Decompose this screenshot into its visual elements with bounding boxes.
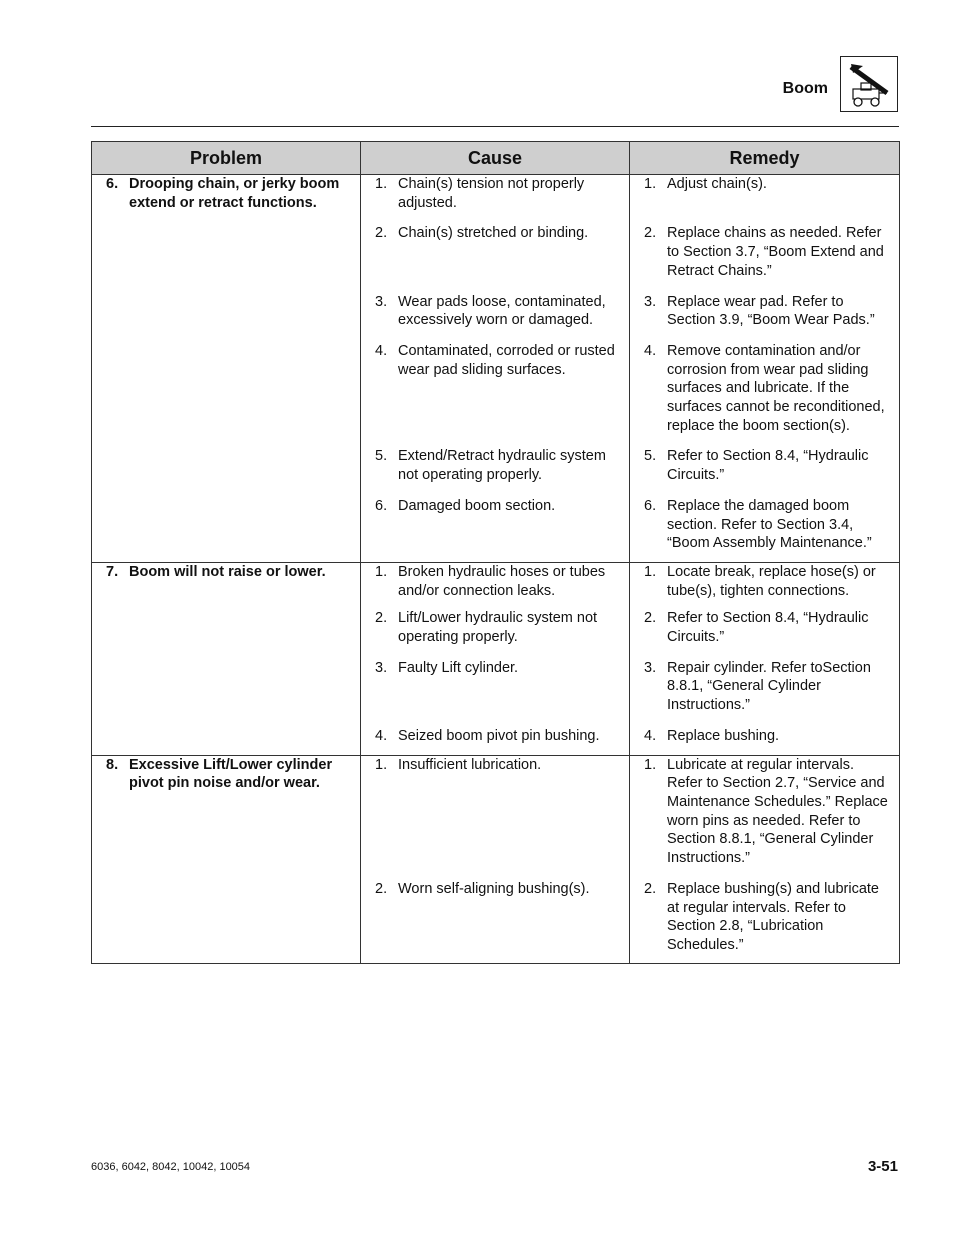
- troubleshooting-table: [91, 141, 900, 964]
- problem-item: [92, 175, 360, 212]
- remedy-cell: [630, 293, 900, 342]
- problem-item-text: Drooping chain, or jerky boom extend or retract functions.: [129, 176, 340, 211]
- remedy-item-number: 4.: [644, 342, 657, 359]
- problem-item-text: Excessive Lift/Lower cylinder pivot pin noise and/or wear.: [129, 756, 333, 792]
- cause-item-text: Broken hydraulic hoses or tubes and/or connection leaks.: [398, 563, 606, 599]
- remedy-item: [630, 659, 899, 715]
- cause-item-number: 2.: [375, 610, 388, 627]
- cause-cell: [361, 659, 630, 727]
- cause-item-text: Chain(s) tension not properly adjusted.: [398, 176, 585, 211]
- cause-cell: [361, 447, 630, 496]
- section-title: Boom: [782, 80, 828, 97]
- column-header-cause: Cause: [361, 142, 630, 175]
- cause-item-text: Lift/Lower hydraulic system not operating properly.: [398, 610, 598, 646]
- cause-item: [361, 880, 629, 899]
- remedy-item: [630, 609, 899, 646]
- cause-item-text: Insufficient lubrication.: [398, 756, 542, 773]
- problem-item-text: Boom will not raise or lower.: [129, 563, 326, 580]
- cause-item-text: Contaminated, corroded or rusted wear pad sliding surfaces.: [398, 342, 615, 378]
- cause-item: [361, 756, 629, 775]
- cause-item: [361, 609, 629, 646]
- remedy-item-text: Replace bushing.: [667, 727, 780, 744]
- remedy-item-number: 6.: [644, 497, 657, 514]
- cause-cell: [361, 880, 630, 963]
- problem-item-number: 8.: [106, 756, 119, 773]
- cause-item-text: Chain(s) stretched or binding.: [398, 225, 589, 242]
- remedy-item: [630, 756, 899, 868]
- footer-model-numbers: 6036, 6042, 8042, 10042, 10054: [91, 1161, 251, 1173]
- cause-item: [361, 175, 629, 212]
- remedy-cell: [630, 659, 900, 727]
- remedy-item-text: Replace chains as needed. Refer to Section 3.7, “Boom Extend and Retract Chains.”: [667, 225, 884, 279]
- header-rule: [91, 126, 899, 127]
- cause-cell: [361, 755, 630, 880]
- cause-item-text: Wear pads loose, contaminated, excessively worn or damaged.: [398, 293, 606, 329]
- remedy-item-text: Remove contamination and/or corrosion from wear pad sliding surfaces and lubricate. If the surfaces cannot be reconditioned, replace the boom section(s).: [667, 342, 885, 434]
- remedy-cell: [630, 224, 900, 292]
- cause-item-number: 1.: [375, 563, 388, 580]
- problem-cell: [92, 562, 361, 755]
- remedy-cell: [630, 342, 900, 448]
- cause-cell: [361, 342, 630, 448]
- remedy-item-number: 2.: [644, 610, 657, 627]
- cause-item: [361, 659, 629, 678]
- remedy-item-text: Replace wear pad. Refer to Section 3.9, “Boom Wear Pads.”: [667, 293, 875, 329]
- table-row: [92, 175, 900, 225]
- remedy-item-text: Locate break, replace hose(s) or tube(s), tighten connections.: [667, 563, 876, 599]
- remedy-item-text: Refer to Section 8.4, “Hydraulic Circuits.”: [667, 610, 869, 646]
- remedy-item-number: 3.: [644, 293, 657, 310]
- remedy-item-number: 2.: [644, 225, 657, 242]
- cause-item-number: 5.: [375, 448, 388, 465]
- cause-item: [361, 497, 629, 516]
- problem-item-number: 7.: [106, 563, 119, 580]
- cause-cell: [361, 175, 630, 225]
- cause-item: [361, 563, 629, 600]
- cause-item-text: Faulty Lift cylinder.: [398, 659, 519, 676]
- cause-cell: [361, 293, 630, 342]
- table-row: [92, 562, 900, 609]
- column-header-problem: Problem: [92, 142, 361, 175]
- remedy-item-number: 3.: [644, 659, 657, 676]
- remedy-item-text: Adjust chain(s).: [667, 176, 767, 192]
- remedy-cell: [630, 727, 900, 755]
- problem-item-number: 6.: [106, 176, 119, 192]
- remedy-cell: [630, 609, 900, 658]
- remedy-cell: [630, 562, 900, 609]
- remedy-item-text: Replace the damaged boom section. Refer to Section 3.4, “Boom Assembly Maintenance.”: [667, 497, 872, 552]
- remedy-item: [630, 224, 899, 280]
- remedy-item: [630, 342, 899, 436]
- page-number: 3-51: [867, 1158, 898, 1175]
- cause-cell: [361, 562, 630, 609]
- problem-cell: [92, 755, 361, 963]
- cause-cell: [361, 727, 630, 755]
- cause-item-number: 3.: [375, 293, 388, 310]
- cause-item: [361, 342, 629, 379]
- cause-cell: [361, 224, 630, 292]
- remedy-item-text: Refer to Section 8.4, “Hydraulic Circuits.”: [667, 448, 869, 484]
- remedy-item: [630, 563, 899, 600]
- cause-item: [361, 727, 629, 746]
- remedy-item-text: Lubricate at regular intervals. Refer to Section 2.7, “Service and Maintenance Schedules.” Replace worn pins as needed. Refer to Section 8.8.1, “General Cylinder Instructions.”: [667, 756, 888, 867]
- remedy-item-number: 5.: [644, 448, 657, 465]
- remedy-item: [630, 293, 899, 330]
- remedy-cell: [630, 447, 900, 496]
- remedy-cell: [630, 880, 900, 963]
- column-header-remedy: Remedy: [630, 142, 900, 175]
- remedy-cell: [630, 175, 900, 225]
- cause-item: [361, 293, 629, 330]
- cause-item-number: 1.: [375, 756, 388, 773]
- remedy-cell: [630, 497, 900, 563]
- cause-item-number: 1.: [375, 176, 388, 192]
- cause-item: [361, 224, 629, 243]
- remedy-item-number: 1.: [644, 563, 657, 580]
- cause-cell: [361, 497, 630, 563]
- cause-item-number: 2.: [375, 225, 388, 242]
- remedy-item: [630, 497, 899, 553]
- cause-item-number: 3.: [375, 659, 388, 676]
- remedy-item-number: 2.: [644, 880, 657, 897]
- table-row: [92, 755, 900, 880]
- remedy-cell: [630, 755, 900, 880]
- cause-item-number: 6.: [375, 497, 388, 514]
- cause-item-text: Seized boom pivot pin bushing.: [398, 727, 600, 744]
- problem-item: [92, 756, 360, 793]
- remedy-item-text: Replace bushing(s) and lubricate at regular intervals. Refer to Section 2.8, “Lubrication Schedules.”: [667, 880, 879, 953]
- remedy-item: [630, 727, 899, 746]
- remedy-item: [630, 880, 899, 955]
- remedy-item-number: 1.: [644, 756, 657, 773]
- cause-item-number: 4.: [375, 727, 388, 744]
- cause-item-text: Damaged boom section.: [398, 497, 556, 514]
- cause-item-number: 2.: [375, 880, 388, 897]
- problem-cell: [92, 175, 361, 563]
- problem-item: [92, 563, 360, 582]
- boom-telehandler-icon: [840, 56, 898, 112]
- cause-item-text: Worn self-aligning bushing(s).: [398, 880, 590, 897]
- remedy-item: [630, 447, 899, 484]
- remedy-item: [630, 175, 899, 194]
- remedy-item-number: 1.: [644, 176, 657, 192]
- table-header-row: [92, 142, 900, 175]
- cause-item: [361, 447, 629, 484]
- remedy-item-number: 4.: [644, 727, 657, 744]
- remedy-item-text: Repair cylinder. Refer toSection 8.8.1, “General Cylinder Instructions.”: [667, 659, 871, 714]
- cause-item-number: 4.: [375, 342, 388, 359]
- cause-cell: [361, 609, 630, 658]
- cause-item-text: Extend/Retract hydraulic system not operating properly.: [398, 448, 606, 484]
